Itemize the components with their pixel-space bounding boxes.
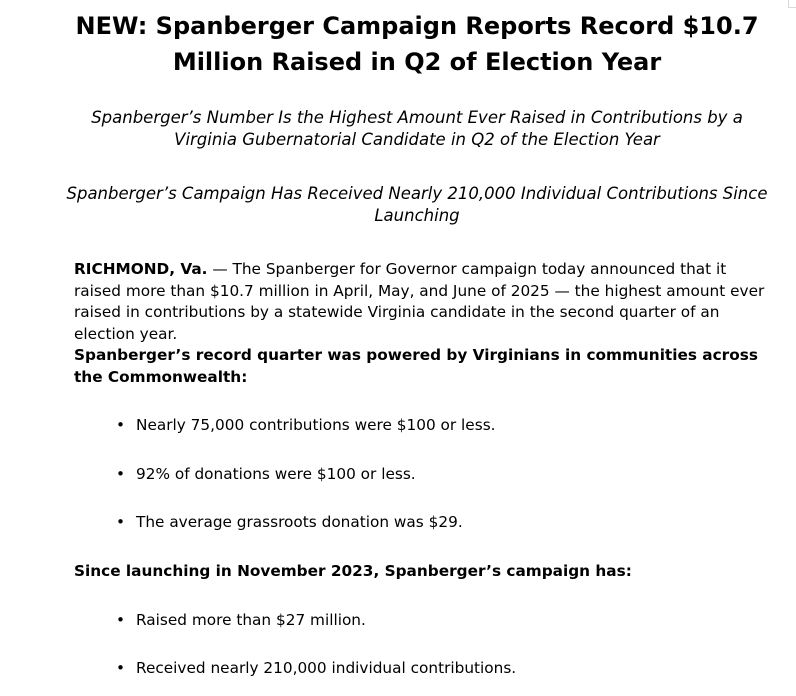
list-item-text: Nearly 75,000 contributions were $100 or less. [136, 416, 496, 434]
list-item [116, 658, 516, 680]
bullet-icon: • [116, 513, 126, 531]
body-text: — The Spanberger for Governor campaign today announced that it raised more than $10.7 million in April, May, and June of 2025 — the highest amount ever raised in contributions by a statewide Virginia candidate in the second quarter of an election year. [74, 260, 765, 343]
subheadline-1: Spanberger’s Number Is the Highest Amount Ever Raised in Contributions by a Virginia Gubernatorial Candidate in Q2 of the Election Year [91, 108, 743, 149]
bullet-icon: • [116, 611, 126, 629]
list-item-text: Raised more than $27 million. [136, 611, 366, 629]
page-title: NEW: Spanberger Campaign Reports Record $10.7 Million Raised in Q2 of Election Year [75, 12, 759, 76]
bullet-icon: • [116, 416, 126, 434]
list-item-text: Received nearly 210,000 individual contributions. [136, 659, 517, 677]
body-paragraph [74, 259, 768, 345]
list-item [116, 610, 366, 632]
subheadline-2: Spanberger’s Campaign Has Received Nearly 210,000 Individual Contributions Since Launching [66, 184, 768, 225]
bullet-icon: • [116, 659, 126, 677]
bullet-icon: • [116, 465, 126, 483]
list-item [116, 464, 416, 486]
window-corner [788, 0, 796, 8]
list-item-text: The average grassroots donation was $29. [136, 513, 463, 531]
list-item-text: 92% of donations were $100 or less. [136, 465, 416, 483]
list-item [116, 512, 463, 534]
dateline: RICHMOND, Va. [74, 260, 208, 278]
list-item [116, 415, 496, 437]
section-lead-since-launch: Since launching in November 2023, Spanberger’s campaign has: [74, 562, 632, 580]
section-lead-grassroots: Spanberger’s record quarter was powered by Virginians in communities across the Commonwealth: [74, 346, 758, 386]
